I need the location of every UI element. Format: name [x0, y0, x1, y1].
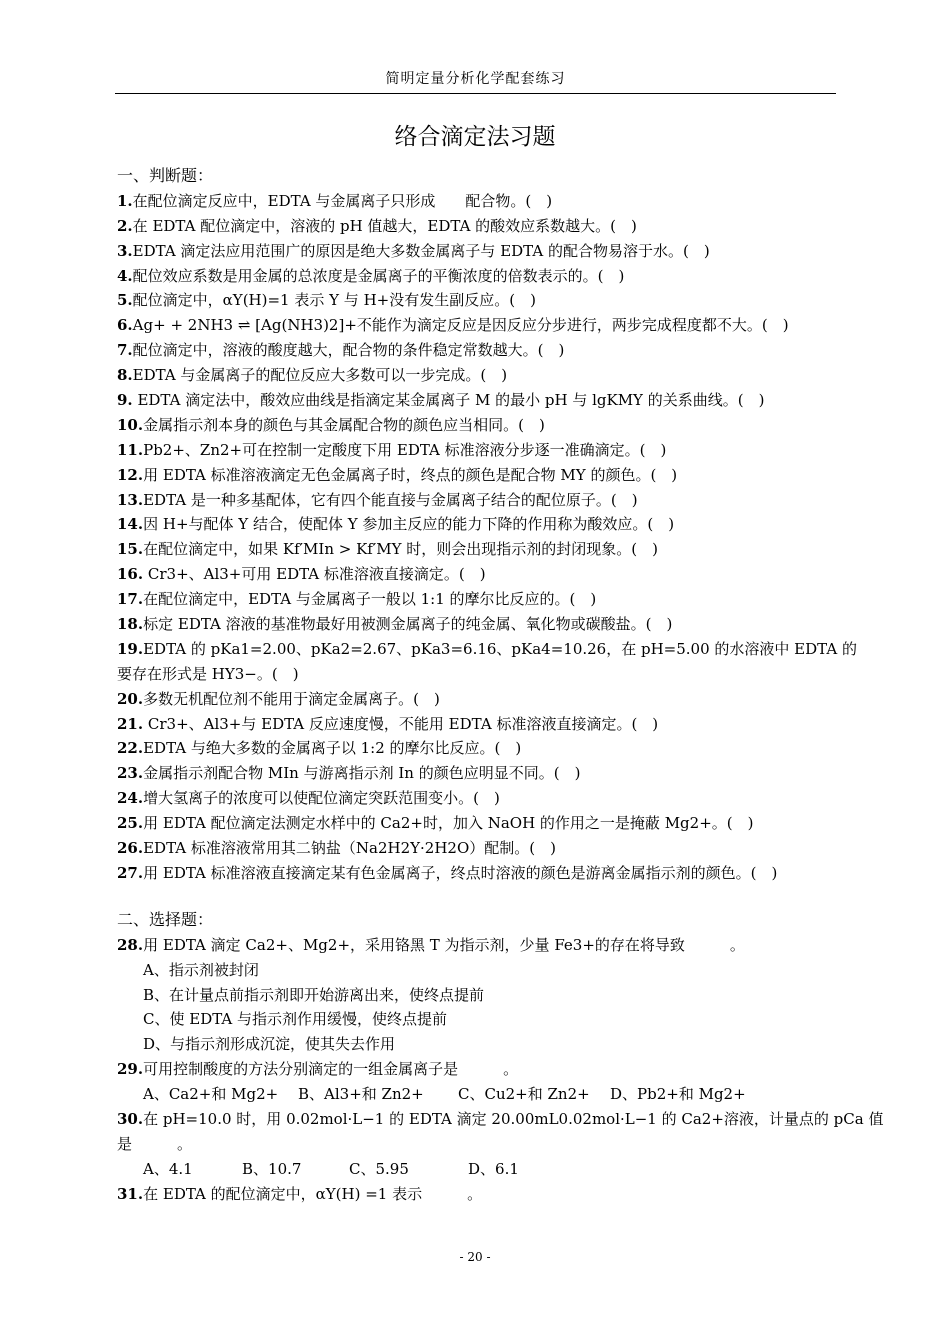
question-number: 7. — [117, 341, 133, 360]
question-number: 18. — [117, 615, 144, 634]
exercise-content — [117, 164, 884, 1207]
true-false-question — [117, 363, 839, 388]
question-text: 可用控制酸度的方法分别滴定的一组金属离子是 。 — [143, 1060, 519, 1079]
true-false-question — [117, 562, 839, 587]
question-number: 23. — [117, 764, 144, 783]
true-false-question — [117, 712, 839, 737]
true-false-question — [117, 861, 839, 886]
true-false-question — [117, 264, 839, 289]
question-text: EDTA 滴定法中，酸效应曲线是指滴定某金属离子 M 的最小 pH 与 lgKMY 的关系曲线。( ) — [132, 391, 765, 410]
question-text: Ag+ + 2NH3 ⇌ [Ag(NH3)2]+不能作为滴定反应是因反应分步进行，两步完成程度都不大。( ) — [132, 316, 789, 335]
question-29 — [117, 1057, 839, 1082]
section-gap — [117, 886, 839, 908]
question-text: 在 pH=10.0 时，用 0.02mol·L−1 的 EDTA 滴定 20.00mL0.02mol·L−1 的 Ca2+溶液，计量点的 pCa 值 — [143, 1109, 884, 1128]
true-false-question — [117, 662, 839, 687]
question-number: 21. — [117, 714, 144, 733]
option-d: D、Pb2+和 Mg2+ — [610, 1085, 746, 1104]
question-number: 26. — [117, 839, 144, 858]
question-text: 用 EDTA 标准溶液滴定无色金属离子时，终点的颜色是配合物 MY 的颜色。( ) — [143, 465, 678, 484]
question-31 — [117, 1182, 839, 1207]
question-text: 在配位滴定中，如果 Kf′MIn > Kf′MY 时，则会出现指示剂的封闭现象。( ) — [143, 540, 658, 559]
header-rule — [115, 93, 836, 94]
question-text: EDTA 与金属离子的配位反应大多数可以一步完成。( ) — [132, 366, 508, 385]
question-text: 在 EDTA 配位滴定中，溶液的 pH 值越大，EDTA 的酸效应系数越大。( ) — [132, 216, 637, 235]
question-number: 8. — [117, 366, 133, 385]
question-number: 30. — [117, 1109, 144, 1128]
question-number: 4. — [117, 266, 133, 285]
option-a: A、指示剂被封闭 — [143, 960, 259, 979]
question-30 — [117, 1107, 884, 1132]
option-a: A、4.1 — [143, 1159, 193, 1178]
option-c: C、使 EDTA 与指示剂作用缓慢，使终点提前 — [143, 1010, 448, 1029]
option-c: C、Cu2+和 Zn2+ — [458, 1085, 590, 1104]
question-number: 14. — [117, 515, 144, 534]
question-text: 在 EDTA 的配位滴定中，αY(H) =1 表示 。 — [143, 1184, 483, 1203]
section-heading-true-false: 一、判断题： — [117, 166, 214, 185]
true-false-question — [117, 512, 839, 537]
question-text: 标定 EDTA 溶液的基准物最好用被测金属离子的纯金属、氧化物或碳酸盐。( ) — [143, 615, 673, 634]
question-text: 金属指示剂本身的颜色与其金属配合物的颜色应当相同。( ) — [143, 415, 545, 434]
question-text: EDTA 标准溶液常用其二钠盐（Na2H2Y·2H2O）配制。( ) — [143, 839, 556, 858]
true-false-question — [117, 537, 839, 562]
true-false-question — [117, 189, 839, 214]
question-number: 16. — [117, 565, 144, 584]
running-header: 简明定量分析化学配套练习 — [385, 71, 566, 87]
question-text: 增大氢离子的浓度可以使配位滴定突跃范围变小。( ) — [143, 789, 500, 808]
true-false-question — [117, 388, 839, 413]
option-b: B、Al3+和 Zn2+ — [298, 1085, 424, 1104]
question-text: 配位滴定中，溶液的酸度越大，配合物的条件稳定常数越大。( ) — [132, 341, 565, 360]
true-false-question — [117, 338, 839, 363]
true-false-question — [117, 488, 839, 513]
option-b: B、在计量点前指示剂即开始游离出来，使终点提前 — [143, 985, 485, 1004]
question-text: 用 EDTA 滴定 Ca2+、Mg2+，采用铬黑 T 为指示剂，少量 Fe3+的存在将导致 。 — [143, 935, 745, 954]
question-text: 配位滴定中，αY(H)=1 表示 Y 与 H+没有发生副反应。( ) — [132, 291, 536, 310]
question-30-continued: 是 。 — [117, 1134, 193, 1153]
question-number: 31. — [117, 1184, 144, 1203]
true-false-question — [117, 687, 839, 712]
question-text: 要存在形式是 HY3−。( ) — [117, 664, 299, 683]
question-number: 29. — [117, 1060, 144, 1079]
option-b: B、10.7 — [242, 1159, 302, 1178]
question-number: 9. — [117, 391, 133, 410]
true-false-question — [117, 413, 839, 438]
question-text: EDTA 是一种多基配体，它有四个能直接与金属离子结合的配位原子。( ) — [143, 490, 638, 509]
question-text: 在配位滴定中，EDTA 与金属离子一般以 1:1 的摩尔比反应的。( ) — [143, 590, 597, 609]
option-a: A、Ca2+和 Mg2+ — [143, 1085, 279, 1104]
question-number: 27. — [117, 863, 144, 882]
true-false-question — [117, 239, 839, 264]
true-false-question — [117, 313, 839, 338]
question-number: 20. — [117, 689, 144, 708]
question-text: EDTA 滴定法应用范围广的原因是绝大多数金属离子与 EDTA 的配合物易溶于水。( ) — [132, 241, 710, 260]
true-false-question — [117, 786, 839, 811]
question-number: 28. — [117, 935, 144, 954]
question-number: 11. — [117, 440, 144, 459]
question-number: 1. — [117, 191, 133, 210]
question-number: 22. — [117, 739, 144, 758]
question-text: 用 EDTA 配位滴定法测定水样中的 Ca2+时，加入 NaOH 的作用之一是掩蔽 Mg2+。( ) — [143, 814, 754, 833]
question-28 — [117, 933, 839, 958]
true-false-question — [117, 587, 839, 612]
true-false-question — [117, 811, 839, 836]
option-d: D、6.1 — [468, 1159, 519, 1178]
true-false-question — [117, 637, 857, 662]
true-false-question — [117, 214, 839, 239]
true-false-question — [117, 463, 839, 488]
option-c: C、5.95 — [349, 1159, 409, 1178]
question-text: Cr3+、Al3+可用 EDTA 标准溶液直接滴定。( ) — [143, 565, 486, 584]
question-text: 因 H+与配体 Y 结合，使配体 Y 参加主反应的能力下降的作用称为酸效应。( ) — [143, 515, 675, 534]
page-title: 络合滴定法习题 — [394, 124, 556, 150]
true-false-question — [117, 612, 839, 637]
true-false-question — [117, 836, 839, 861]
question-text: 多数无机配位剂不能用于滴定金属离子。( ) — [143, 689, 440, 708]
question-text: 配位效应系数是用金属的总浓度是金属离子的平衡浓度的倍数表示的。( ) — [132, 266, 625, 285]
true-false-question — [117, 288, 839, 313]
question-number: 17. — [117, 590, 144, 609]
question-number: 10. — [117, 415, 144, 434]
question-text: EDTA 与绝大多数的金属离子以 1:2 的摩尔比反应。( ) — [143, 739, 522, 758]
question-text: 金属指示剂配合物 MIn 与游离指示剂 In 的颜色应明显不同。( ) — [143, 764, 581, 783]
true-false-question — [117, 761, 839, 786]
question-29-options — [117, 1082, 839, 1107]
question-number: 25. — [117, 814, 144, 833]
question-number: 12. — [117, 465, 144, 484]
question-number: 6. — [117, 316, 133, 335]
question-number: 2. — [117, 216, 133, 235]
question-text: Cr3+、Al3+与 EDTA 反应速度慢，不能用 EDTA 标准溶液直接滴定。( ) — [143, 714, 659, 733]
section-heading-multiple-choice: 二、选择题： — [117, 909, 214, 929]
true-false-list — [117, 189, 857, 886]
question-number: 5. — [117, 291, 133, 310]
page-number: - 20 - — [459, 1250, 491, 1264]
question-number: 15. — [117, 540, 144, 559]
question-text: Pb2+、Zn2+可在控制一定酸度下用 EDTA 标准溶液分步逐一准确滴定。( ) — [143, 440, 667, 459]
true-false-question — [117, 736, 839, 761]
question-number: 24. — [117, 789, 144, 808]
question-text: 在配位滴定反应中，EDTA 与金属离子只形成 配合物。( ) — [132, 191, 553, 210]
question-text: EDTA 的 pKa1=2.00、pKa2=2.67、pKa3=6.16、pKa4=10.26，在 pH=5.00 的水溶液中 EDTA 的 — [143, 639, 857, 658]
option-d: D、与指示剂形成沉淀，使其失去作用 — [143, 1035, 396, 1054]
question-30-options — [117, 1157, 839, 1182]
question-number: 13. — [117, 490, 144, 509]
true-false-question — [117, 438, 839, 463]
question-text: 用 EDTA 标准溶液直接滴定某有色金属离子，终点时溶液的颜色是游离金属指示剂的颜色。( ) — [143, 863, 778, 882]
question-number: 3. — [117, 241, 133, 260]
question-number: 19. — [117, 639, 144, 658]
